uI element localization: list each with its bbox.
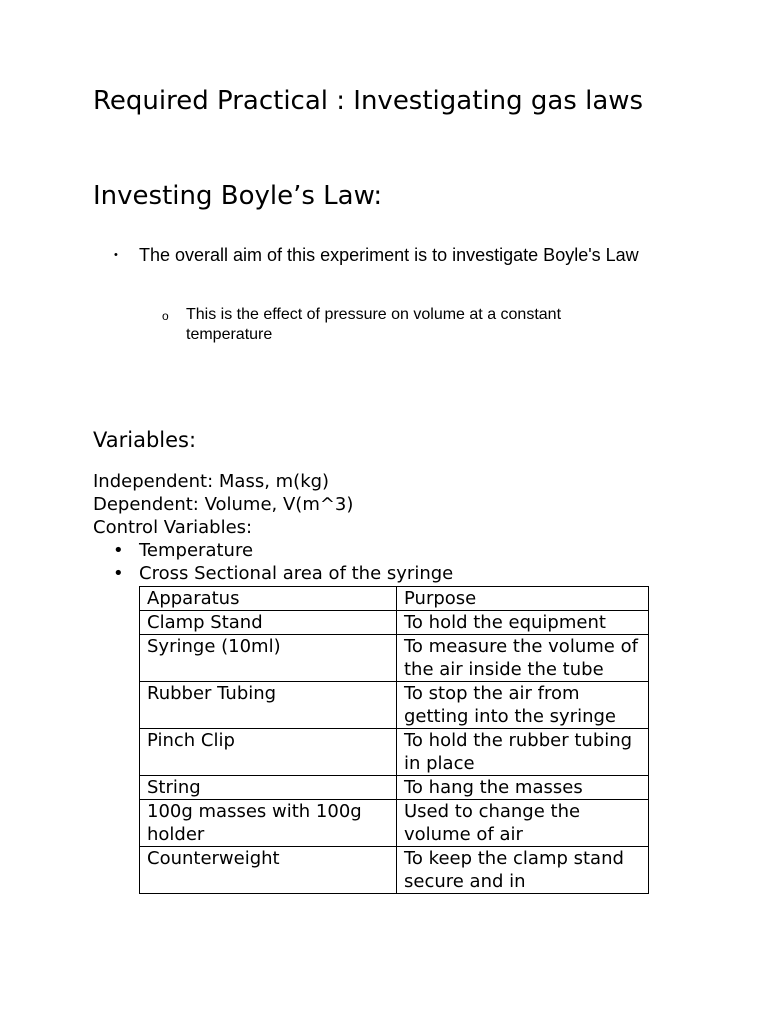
variables-block bbox=[93, 470, 353, 539]
table-row bbox=[140, 611, 649, 635]
apparatus-cell: Clamp Stand bbox=[140, 611, 397, 635]
dependent-variable: Dependent: Volume, V(m^3) bbox=[93, 494, 354, 515]
section-heading-boyles-law: Investing Boyle’s Law: bbox=[93, 181, 383, 211]
bullet-icon: • bbox=[114, 249, 118, 261]
table-header-row bbox=[140, 587, 649, 611]
control-variable-text: Cross Sectional area of the syringe bbox=[139, 563, 454, 584]
apparatus-cell: 100g masses with 100g holder bbox=[140, 800, 397, 847]
purpose-cell: To hold the rubber tubing in place bbox=[397, 729, 649, 776]
independent-variable: Independent: Mass, m(kg) bbox=[93, 471, 330, 492]
control-variables-list bbox=[113, 539, 453, 585]
aim-sub-text: This is the effect of pressure on volume at a constant temperature bbox=[186, 306, 562, 343]
table-row bbox=[140, 682, 649, 729]
bullet-icon: • bbox=[113, 563, 124, 584]
control-variables-label: Control Variables: bbox=[93, 517, 253, 538]
purpose-cell: To keep the clamp stand secure and in bbox=[397, 847, 649, 894]
control-variable-item bbox=[113, 562, 453, 585]
column-header-purpose: Purpose bbox=[397, 587, 649, 611]
page-title: Required Practical : Investigating gas laws bbox=[93, 86, 644, 116]
table-row bbox=[140, 800, 649, 847]
table-row bbox=[140, 776, 649, 800]
purpose-cell: To stop the air from getting into the syringe bbox=[397, 682, 649, 729]
apparatus-cell: Syringe (10ml) bbox=[140, 635, 397, 682]
purpose-cell: To hang the masses bbox=[397, 776, 649, 800]
control-variable-text: Temperature bbox=[139, 540, 254, 561]
purpose-cell: To hold the equipment bbox=[397, 611, 649, 635]
purpose-cell: Used to change the volume of air bbox=[397, 800, 649, 847]
apparatus-table bbox=[139, 586, 649, 894]
apparatus-cell: Pinch Clip bbox=[140, 729, 397, 776]
aim-text: The overall aim of this experiment is to investigate Boyle's Law bbox=[139, 245, 639, 265]
purpose-cell: To measure the volume of the air inside the tube bbox=[397, 635, 649, 682]
table-row bbox=[140, 635, 649, 682]
control-variable-item bbox=[113, 539, 453, 562]
table-row bbox=[140, 729, 649, 776]
sub-bullet-icon: o bbox=[162, 309, 169, 323]
apparatus-cell: Rubber Tubing bbox=[140, 682, 397, 729]
column-header-apparatus: Apparatus bbox=[140, 587, 397, 611]
bullet-icon: • bbox=[113, 540, 124, 561]
table-row bbox=[140, 847, 649, 894]
apparatus-cell: String bbox=[140, 776, 397, 800]
variables-heading: Variables: bbox=[93, 428, 197, 452]
apparatus-cell: Counterweight bbox=[140, 847, 397, 894]
